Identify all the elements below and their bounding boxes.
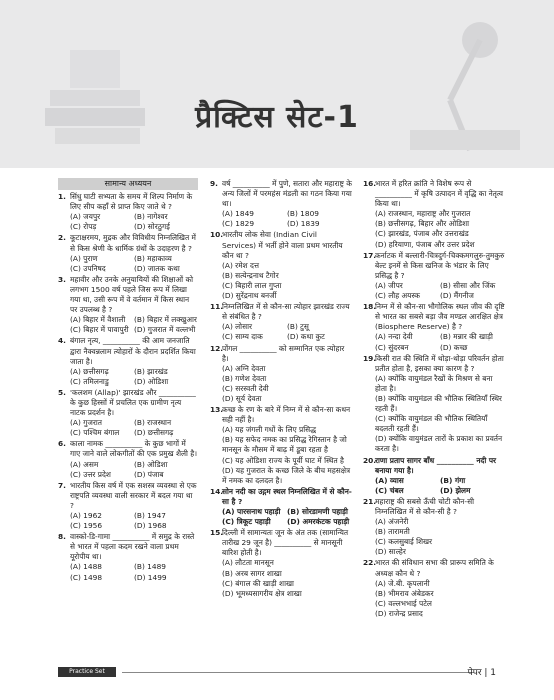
question-text: कर्नाटक में बल्लारी-चित्रदुर्ग-चिक्कमगलुरु-तुमकुरु बेल्ट इनमें से किस खनिज के भंडार के लिए प्रसिद्ध है ? [375,250,505,280]
option: (A) असम [70,459,99,469]
option: (D) क्योंकि वायुमंडल तारों के प्रकाश का प्रवर्तन करता है। [375,434,503,454]
option: (D) 1968 [134,521,167,531]
option: (D) पंजाब [134,469,164,479]
option: (C) यह ओडिशा राज्य के पूर्वी घाट में स्थित है [222,455,344,465]
option: (B) झारखंड [134,366,168,376]
option: (C) झारखंड, पंजाब और उत्तराखंड [375,229,469,239]
option: (C) साम्‍य दाक [222,332,263,342]
option: (C) उत्तर प्रदेश [70,469,111,479]
question-text: महाराष्ट्र की सबसे ऊँची चोटी कौन-सी निम्नलिखित में से कौन-सी है ? [375,496,474,516]
option: (A) रमेश दत्त [222,260,260,270]
question-text: भारतीय लोक सेवा (Indian Civil Services) में भर्ती होने वाला प्रथम भारतीय कौन था ? [222,230,343,260]
question-number: 22. [363,558,377,568]
question [210,230,352,260]
question-text: कूटाक्षरमय, मुद्रक और विविधीय निम्नलिखित में से किस श्रेणी के धार्मिक ग्रंथों के उदाहरण है ? [70,233,196,253]
options [363,579,505,619]
questions-area [58,178,505,656]
question [210,344,352,364]
option: (A) व्यास [375,475,404,485]
option: (B) भीमराव अंबेडकर [375,588,434,598]
question-number: 15. [210,528,224,538]
footer-divider [122,672,474,673]
option: (B) गणेश देवता [222,373,267,383]
options [58,212,198,232]
option: (C) 1956 [70,521,103,531]
question-text: भारत में हरित क्रांति ने विशेष रूप से __________ में कृषि उत्पादन में वृद्धि का नेतृत्व किया था। [375,179,503,209]
option: (A) 1849 [222,209,254,219]
options [363,374,505,455]
option: (B) मन्नार की खाड़ी [440,332,493,342]
question [363,558,505,578]
option: (B) राजस्थान [134,418,172,428]
option: (B) तारामती [375,527,410,537]
options [363,517,505,557]
header-banner [0,0,554,168]
option: (C) बिहार में पावापुरी [70,325,129,335]
question [363,179,505,209]
option: (A) नन्दा देवी [375,332,413,342]
option: (D) राजेन्द्र प्रसाद [375,608,423,618]
question-number: 16. [363,179,377,188]
question [210,302,352,322]
question [58,192,198,212]
option: (D) ओडिशा [134,376,169,386]
question-number: 4. [58,336,66,346]
option: (D) सूर्य देवता [222,393,262,403]
question-text: निम्न में से कौन-सा भौगोलिक स्थल जीव की दृष्टि से भारत का सबसे बड़ा जैव मण्डल आरक्षित क्षेत्र (Biosphere Reserve) है ? [375,302,505,332]
question-text: निम्नलिखित में से कौन-सा त्योहार झारखंड राज्य से संबंधित है ? [222,302,350,322]
question [58,439,198,459]
option: (A) पारसनाथ पहाड़ी [222,507,281,516]
option: (C) क्योंकि वायुमंडल की भौतिक स्थितियाँ बदलती रहती हैं। [375,414,488,434]
question-number: 19. [363,353,377,363]
question-text: पोंगल __________ को सम्मानित एक त्योहार है। [222,343,345,363]
options [210,558,352,598]
option: (C) बिहारी लाल गुप्ता [222,280,282,290]
options [363,281,505,301]
question [363,251,505,281]
option: (A) छत्तीसगढ़ [70,366,109,376]
option: (D) छत्तीसगढ़ [134,428,174,438]
question-number: 1. [58,192,66,202]
question [210,487,352,507]
option: (A) गुजरात [70,418,102,428]
option: (C) लौह अयस्क [375,291,420,301]
option: (B) नागेश्वर [134,212,168,222]
option: (D) यह गुजरात के कच्छ जिले के बीच महसक्षेत्र में नमक का दलदल है। [222,465,351,485]
question [58,336,198,366]
option: (D) भूमध्यसागरीय क्षेत्र शाखा [222,588,302,598]
options [363,332,505,352]
column-3 [363,178,505,619]
question-text: भारतीय किस वर्ष में एक सशस्त्र व्यवस्था से एक राष्ट्रपति व्यवस्था वाली सरकार में बदल गया था ? [70,480,197,510]
options [58,367,198,387]
option: (C) उपनिषद [70,263,106,273]
question-text: काला नामक __________ के कुछ भागों में गाए जाने वाले लोकगीतों की एक प्रमुख शैली है। [70,439,197,459]
question-text: बंगाल नृत्य, __________ की आम जनजाति द्वारा नैक्वन्नलाम त्योहारों के दौरान प्रदर्शित किया जाता है। [70,336,196,366]
question [210,405,352,425]
option: (A) अंजनेरी [375,517,409,527]
question-text: राणा प्रताप सागर बाँध __________ नदी पर बनाया गया है। [375,455,497,475]
publisher-logo: Practice Set [58,667,116,677]
option: (B) 1489 [134,562,166,572]
option: (D) सुरेंद्रनाथ बनर्जी [222,291,277,301]
option: (B) महाकाव्य [134,253,172,263]
options [210,507,352,527]
option: (D) मैंगनीज [440,291,474,301]
options [210,322,352,342]
option: (A) राजस्थान, महाराष्ट्र और गुजरात [375,209,471,219]
question-number: 5. [58,387,66,397]
question [58,532,198,562]
question [58,388,198,418]
question-text: वर्ष __________ में पुणे, सतारा और महाराष्ट्र के अन्य जिलों में परमहंस मंडली का गठन किया गया था। [222,179,352,209]
option: (C) पश्चिम बंगाल [70,428,120,438]
question-number: 21. [363,496,377,506]
question-number: 20. [363,455,377,465]
options [58,315,198,335]
question-number: 11. [210,302,224,312]
option: (B) 1947 [134,511,166,520]
question [58,233,198,253]
question [210,528,352,558]
page-number: पेपर | 1 [467,668,496,678]
option: (D) 1499 [134,572,167,582]
option: (B) क्योंकि वायुमंडल की भौतिक स्थितियाँ स्थिर रहती हैं। [375,393,502,414]
option: (A) लौटता मानसून [222,558,274,568]
option: (B) अरब सागर शाखा [222,568,282,578]
options [58,418,198,438]
page-footer [0,664,554,680]
options [58,254,198,274]
question-text: सिंधु घाटी सभ्यता के समय में शिल्प निर्माण के लिए सीप कहाँ से प्राप्त किए जाते थे ? [70,192,193,212]
option: (D) हरियाणा, पंजाब और उत्तर प्रदेश [375,239,475,249]
option: (C) कलसुबाई शिखर [375,537,433,547]
options [363,476,505,496]
option: (A) लोसार [222,322,253,332]
question [363,302,505,332]
option: (B) गंगा [440,475,466,485]
question-number: 8. [58,532,66,542]
option: (A) 1488 [70,562,102,572]
option: (D) झेलम [440,485,471,495]
option: (C) चंबल [375,485,404,495]
options [210,425,352,486]
option: (C) सरस्वती देवी [222,383,269,393]
option: (B) यह सफेद नमक का प्रसिद्ध रेगिस्तान है जो मानसून के मौसम में बाढ़ में डूबा रहता है [222,435,347,455]
question [58,275,198,315]
question-number: 14. [210,486,224,496]
option: (B) छत्तीसगढ़, बिहार और ओडिशा [375,219,470,229]
option: (B) 1809 [287,209,319,219]
options [58,562,198,582]
question-text: कच्छ के रण के बारे में निम्न में से कौन-सा कथन सही नहीं है। [222,405,351,425]
option: (D) कच्छ [440,342,468,352]
option: (C) 1498 [70,572,103,582]
option: (D) गुजरात में वल्लभी [134,325,196,335]
option: (A) बिहार में वैशाली [70,315,126,325]
question-text: भारत की संविधान सभा की प्रारूप समिति के अध्यक्ष कौन थे ? [375,558,494,578]
question [363,456,505,476]
option: (A) जीपर [375,280,403,290]
question-number: 3. [58,274,66,284]
question-text: महावीर और उनके अनुयायियों की शिक्षाओं को लगभग 1500 वर्ष पहले जिस रूप में लिखा गया था, उसी रूप में वे वर्तमान में किस स्थान पर उपलब्ध है ? [70,274,194,315]
options [58,511,198,531]
option: (C) बंगाल की खाड़ी शाखा [222,578,294,588]
question [58,481,198,511]
column-2 [210,178,352,599]
column-1 [58,178,198,583]
option: (D) अमरकंटक पहाड़ी [287,517,350,527]
option: (A) अग्नि देवता [222,363,266,373]
option: (A) जयपुर [70,212,101,222]
question-text: वास्को-डि-गामा __________ में समुद्र के रास्ते से भारत में पहला कदम रखने वाला प्रथम यूरोपीय था। [70,532,195,562]
option: (C) 1829 [222,219,255,229]
question-number: 2. [58,233,66,243]
option: (C) सुंदरबन [375,342,409,352]
option: (D) कथा कुट [287,332,325,342]
question-number: 7. [58,480,66,490]
option: (B) सत्येन्द्रनाथ टैगोर [222,270,279,280]
option: (D) जातक कथा [134,263,180,273]
option: (D) सोरठुगई [134,222,170,232]
question-number: 18. [363,302,377,312]
question [363,354,505,374]
section-heading: सामान्य अध्ययन [58,178,198,190]
question-number: 6. [58,439,66,449]
option: (A) यह जंगली गधों के लिए प्रसिद्ध [222,425,317,435]
question-text: सोन नदी का उद्गम स्थल निम्नलिखित में से कौन-सा है ? [222,486,352,506]
option: (C) रोपड़ [70,222,97,232]
options [210,261,352,301]
option: (A) पुराण [70,253,98,263]
options [58,460,198,480]
option: (D) 1839 [287,219,320,229]
option: (C) तमिलनाडु [70,376,109,386]
question-text: 'कलशम (Allap)' झारखंड और __________ के कुछ हिस्सों में प्रचलित एक ग्रामीण नृत्य नाटक प्रदर्शन है। [70,387,196,418]
option: (C) त्रिकूट पहाड़ी [222,517,271,527]
option: (B) सीसा और जिंक [440,280,496,290]
option: (B) सोरडामणी पहाड़ी [287,507,348,516]
option: (A) 1962 [70,511,102,520]
option: (D) साल्हेर [375,547,406,557]
question [363,497,505,517]
question-number: 13. [210,405,224,415]
page-title: प्रैक्टिस सेट-1 [195,100,359,135]
options [210,209,352,229]
option: (B) बिहार में लक्खुआर [134,315,197,325]
question-number: 12. [210,343,224,353]
question [210,179,352,209]
option: (C) वल्लभभाई पटेल [375,598,432,608]
option: (A) क्योंकि वायुमंडल रैखों के मिश्रण से बना होता है। [375,373,493,393]
question-number: 17. [363,250,377,260]
question-text: दिल्ली में सामान्यतः जून के अंत तक (सामान्यित तारीख 29 जून है) __________ से मानसूनी बारिश होती है। [222,528,349,558]
option: (A) जे.बी. कृपलानी [375,578,430,588]
options [363,209,505,249]
question-text: किसी रात की स्थिति में थोड़ा-थोड़ा परिवर्तन होता प्रतीत होता है, इसका क्या कारण है ? [375,353,504,373]
question-number: 9. [210,179,218,188]
option: (B) टुसू [287,322,309,332]
question-number: 10. [210,230,224,240]
options [210,364,352,404]
lamp-decoration [390,10,540,160]
option: (B) ओडिशा [134,459,168,469]
